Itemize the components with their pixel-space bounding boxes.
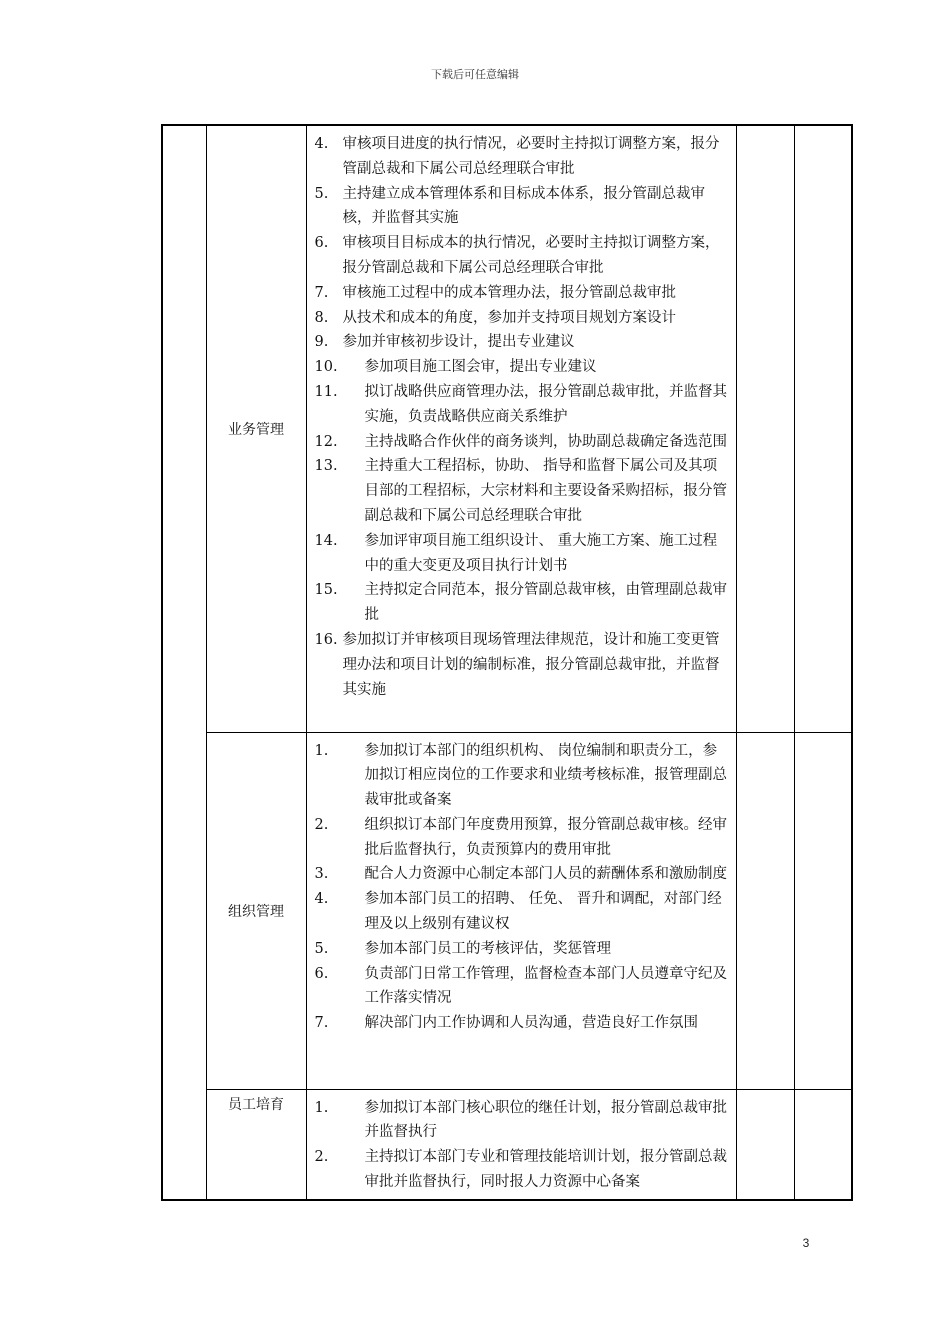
item-number: 6. — [314, 235, 329, 252]
blank-cell — [794, 1089, 852, 1200]
content-business — [306, 125, 736, 732]
item-text: 审核项目进度的执行情况，必要时主持拟订调整方案，报分管副总裁和下属公司总经理联合审批 — [342, 136, 720, 177]
section-row-training — [162, 1089, 852, 1200]
list-item — [315, 887, 728, 937]
item-number: 2. — [314, 816, 329, 833]
list-item — [315, 813, 728, 863]
category-training: 员工培育 — [206, 1089, 306, 1200]
item-text: 审核施工过程中的成本管理办法，报分管副总裁审批 — [342, 284, 676, 301]
item-number: 2. — [314, 1149, 329, 1166]
item-text: 主持建立成本管理体系和目标成本体系，报分管副总裁审核，并监督其实施 — [342, 185, 705, 227]
item-text: 参加本部门员工的考核评估，奖惩管理 — [364, 940, 611, 957]
blank-left-cell — [162, 125, 206, 1200]
item-number: 4. — [314, 136, 329, 152]
item-number: 4. — [314, 891, 329, 908]
item-text: 参加拟订本部门的组织机构、 岗位编制和职责分工，参加拟订相应岗位的工作要求和业绩考核标准，报管理副总裁审批或备案 — [364, 742, 727, 809]
category-business: 业务管理 — [206, 125, 306, 732]
item-text: 拟订战略供应商管理办法，报分管副总裁审批，并监督其实施，负责战略供应商关系维护 — [364, 383, 727, 425]
item-number: 5. — [314, 185, 329, 202]
duty-table — [161, 124, 853, 1201]
item-number: 1. — [314, 742, 329, 759]
item-number: 3. — [314, 866, 329, 883]
section-row-business — [162, 125, 852, 732]
list-item — [315, 937, 728, 962]
item-number: 5. — [314, 940, 329, 957]
item-number: 16. — [314, 631, 338, 648]
item-number: 9. — [314, 334, 329, 351]
list-item — [315, 231, 728, 281]
list-item — [315, 1145, 728, 1195]
blank-cell — [794, 125, 852, 732]
item-text: 配合人力资源中心制定本部门人员的薪酬体系和激励制度 — [364, 866, 727, 883]
list-item — [315, 862, 728, 887]
item-number: 12. — [314, 433, 338, 450]
item-text: 主持拟定合同范本，报分管副总裁审核，由管理副总裁审批 — [364, 582, 727, 624]
page-number: 3 — [802, 1236, 810, 1250]
list-item — [315, 1011, 728, 1036]
list-item — [315, 281, 728, 306]
item-text: 参加并审核初步设计，提出专业建议 — [342, 334, 575, 351]
list-item — [315, 380, 728, 430]
list-item — [315, 306, 728, 331]
item-number: 1. — [314, 1099, 329, 1116]
blank-cell — [736, 732, 794, 1089]
list-item — [315, 430, 728, 455]
list-item — [315, 132, 728, 182]
item-text: 参加本部门员工的招聘、 任免、 晋升和调配，对部门经理及以上级别有建议权 — [364, 891, 722, 933]
list-item — [315, 330, 728, 355]
list-item — [315, 739, 728, 813]
list-item — [315, 355, 728, 380]
category-organization: 组织管理 — [206, 732, 306, 1089]
item-text: 负责部门日常工作管理，监督检查本部门人员遵章守纪及工作落实情况 — [364, 965, 727, 1007]
item-number: 8. — [314, 309, 329, 326]
item-text: 参加拟订本部门核心职位的继任计划，报分管副总裁审批并监督执行 — [364, 1099, 727, 1141]
blank-cell — [794, 732, 852, 1089]
blank-cell — [736, 1089, 794, 1200]
item-number: 6. — [314, 965, 329, 982]
blank-cell — [736, 125, 794, 732]
item-number: 11. — [314, 383, 338, 400]
item-number: 15. — [314, 582, 338, 599]
item-text: 组织拟订本部门年度费用预算，报分管副总裁审核。经审批后监督执行，负责预算内的费用审批 — [364, 816, 727, 858]
item-text: 主持拟订本部门专业和管理技能培训计划，报分管副总裁审批并监督执行，同时报人力资源中心备案 — [364, 1149, 727, 1190]
item-number: 14. — [314, 532, 338, 549]
item-number: 7. — [314, 1015, 329, 1032]
list-item — [315, 454, 728, 528]
list-item — [315, 628, 728, 702]
item-number: 7. — [314, 284, 329, 301]
item-text: 解决部门内工作协调和人员沟通，营造良好工作氛围 — [364, 1015, 698, 1032]
item-text: 审核项目目标成本的执行情况，必要时主持拟订调整方案，报分管副总裁和下属公司总经理联合审批 — [342, 235, 720, 276]
list-item — [315, 962, 728, 1012]
item-text: 主持重大工程招标，协助、 指导和监督下属公司及其项目部的工程招标，大宗材料和主要设备采购招标，报分管副总裁和下属公司总经理联合审批 — [364, 458, 727, 524]
item-text: 参加项目施工图会审，提出专业建议 — [364, 359, 597, 376]
item-text: 从技术和成本的角度，参加并支持项目规划方案设计 — [342, 309, 676, 326]
page-header: 下载后可任意编辑 — [431, 68, 519, 81]
item-number: 13. — [314, 458, 338, 475]
item-text: 主持战略合作伙伴的商务谈判，协助副总裁确定备选范围 — [364, 433, 727, 450]
list-item — [315, 529, 728, 579]
item-text: 参加评审项目施工组织设计、 重大施工方案、施工过程中的重大变更及项目执行计划书 — [364, 532, 718, 574]
content-training — [306, 1089, 736, 1200]
list-item — [315, 578, 728, 628]
list-item — [315, 182, 728, 232]
section-row-organization — [162, 732, 852, 1089]
content-organization — [306, 732, 736, 1089]
list-item — [315, 1096, 728, 1146]
item-text: 参加拟订并审核项目现场管理法律规范，设计和施工变更管理办法和项目计划的编制标准，报分管副总裁审批，并监督其实施 — [342, 631, 720, 698]
item-number: 10. — [314, 359, 338, 376]
